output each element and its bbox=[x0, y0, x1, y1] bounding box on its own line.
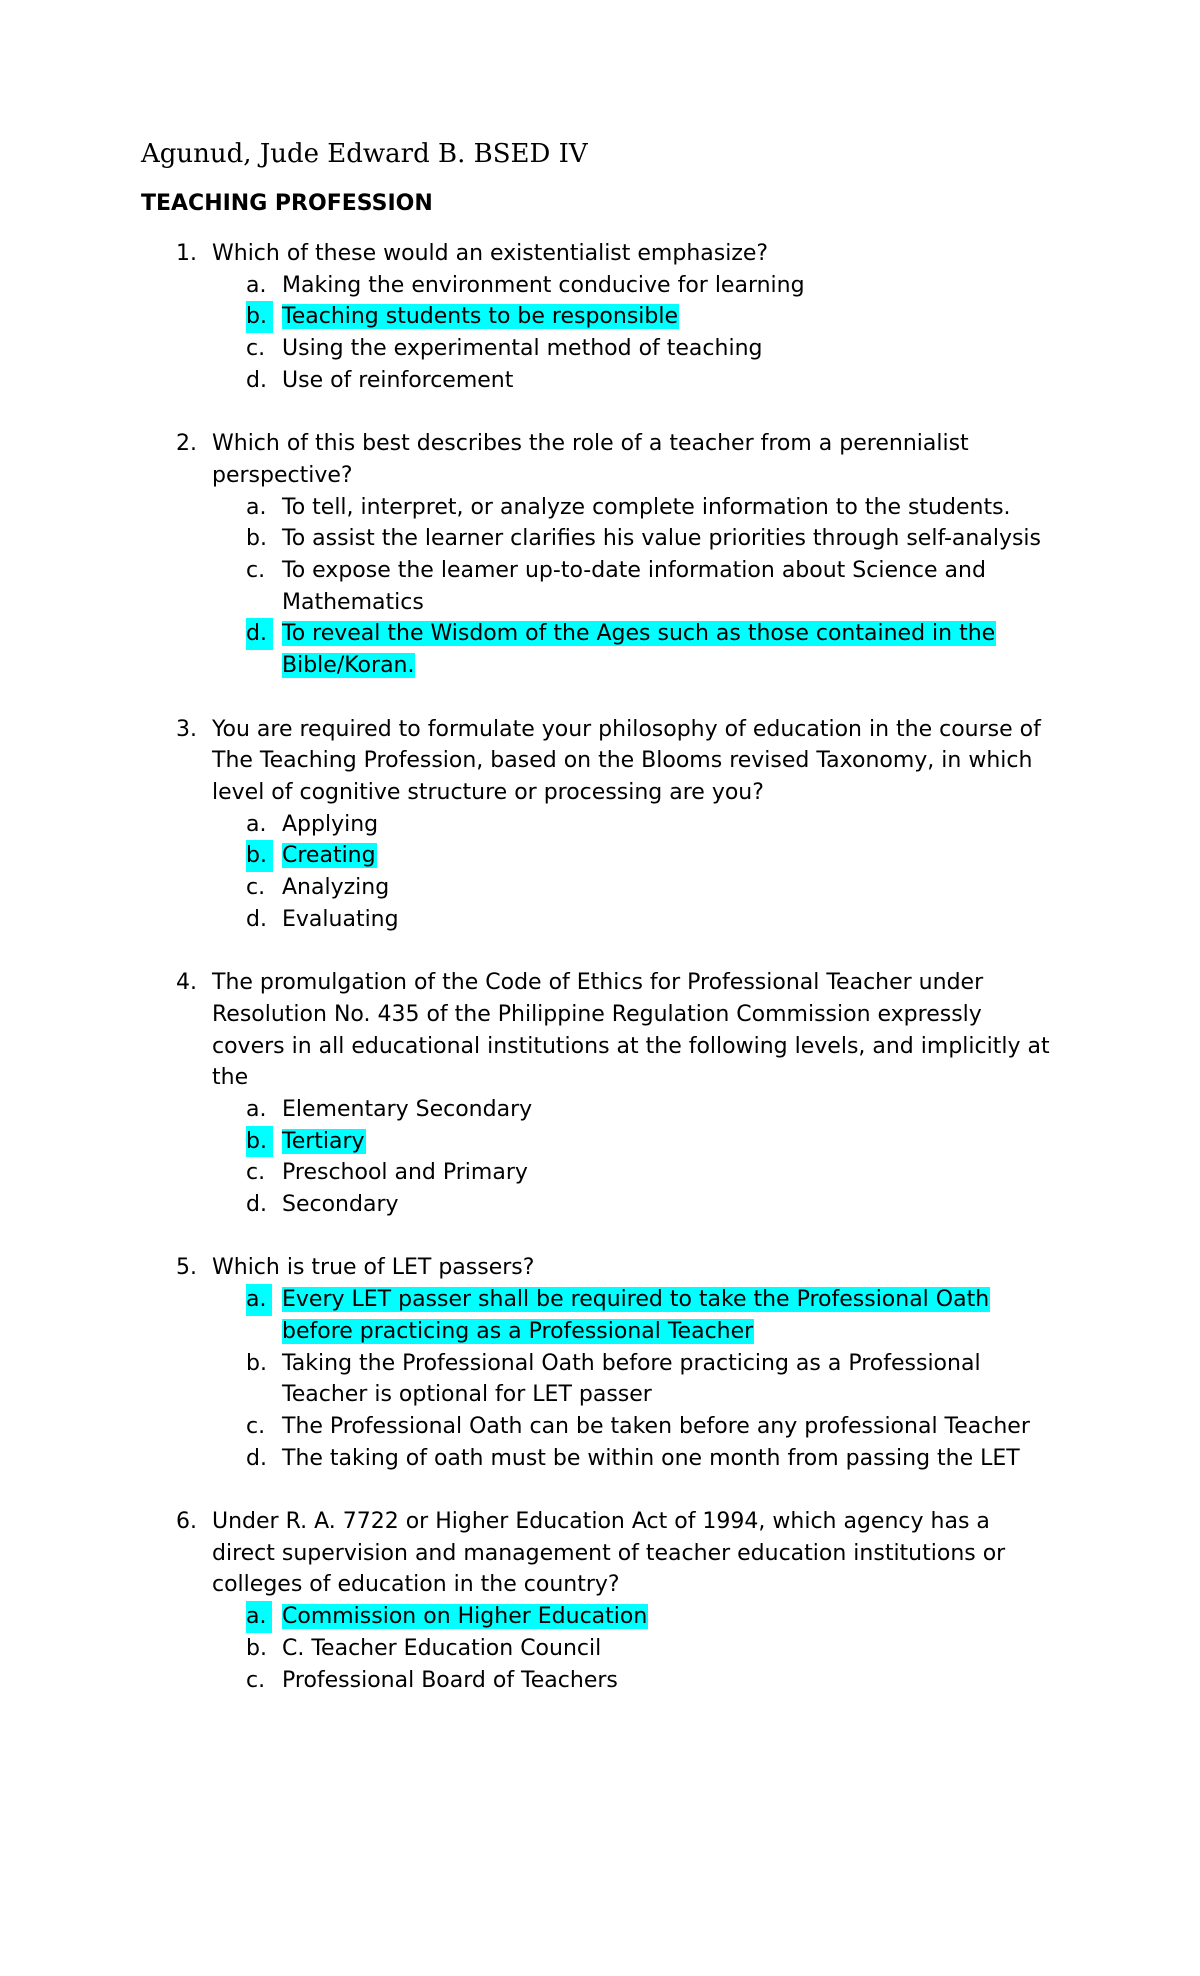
option-letter: c. bbox=[246, 1667, 266, 1693]
question-text: The promulgation of the Code of Ethics for Professional Teacher under Resolution No. 435 of the Philippine Regulation Commission expressly covers in all educational institutions at the following levels, and implicitly at the bbox=[212, 970, 1050, 1091]
question-list bbox=[0, 238, 1200, 1728]
option-d-highlighted-answer bbox=[0, 618, 1062, 681]
option-b bbox=[0, 1348, 1062, 1411]
option-b bbox=[0, 1633, 1062, 1665]
question-row bbox=[0, 1252, 1057, 1284]
question-6 bbox=[0, 1506, 1200, 1696]
option-c bbox=[0, 333, 1062, 365]
question-text: Which of this best describes the role of a teacher from a perennialist perspective? bbox=[212, 431, 969, 488]
option-text: Evaluating bbox=[282, 906, 399, 932]
question-3 bbox=[0, 714, 1200, 936]
option-d bbox=[0, 1189, 1062, 1221]
option-letter: a. bbox=[246, 272, 267, 298]
document-title: TEACHING PROFESSION bbox=[141, 191, 433, 216]
option-c bbox=[0, 555, 1062, 618]
question-row bbox=[0, 714, 1057, 809]
option-letter: b. bbox=[246, 1350, 267, 1376]
option-text: Teaching students to be responsible bbox=[282, 304, 679, 330]
option-letter: b. bbox=[246, 1126, 273, 1158]
option-letter: b. bbox=[246, 1635, 267, 1661]
option-text: Use of reinforcement bbox=[282, 367, 514, 393]
option-c bbox=[0, 872, 1062, 904]
option-a bbox=[0, 1094, 1062, 1126]
question-text: Under R. A. 7722 or Higher Education Act of 1994, which agency has a direct supervision and management of teacher education institutions or colleges of education in the country? bbox=[212, 1509, 1006, 1598]
option-text: C. Teacher Education Council bbox=[282, 1635, 602, 1661]
option-d bbox=[0, 365, 1062, 397]
option-text: To expose the leamer up-to-date information about Science and Mathematics bbox=[282, 558, 986, 615]
option-c bbox=[0, 1411, 1062, 1443]
option-a bbox=[0, 270, 1062, 302]
option-text: To assist the learner clarifies his value priorities through self-analysis bbox=[282, 526, 1042, 552]
option-letter: a. bbox=[246, 1096, 267, 1122]
option-text: Taking the Professional Oath before practicing as a Professional Teacher is optional for LET passer bbox=[282, 1350, 981, 1408]
option-text: Analyzing bbox=[282, 875, 390, 901]
option-letter: b. bbox=[246, 840, 273, 872]
option-letter: d. bbox=[246, 906, 267, 932]
option-text: Creating bbox=[282, 843, 376, 869]
question-row bbox=[0, 428, 1057, 491]
option-text: Applying bbox=[282, 811, 379, 837]
option-a bbox=[0, 492, 1062, 524]
question-5 bbox=[0, 1252, 1200, 1474]
option-text: To tell, interpret, or analyze complete information to the students. bbox=[282, 494, 1011, 520]
option-letter: d. bbox=[246, 1192, 267, 1218]
option-b-highlighted-answer bbox=[0, 1126, 1062, 1158]
option-b bbox=[0, 523, 1062, 555]
question-number: 5. bbox=[176, 1255, 197, 1281]
option-letter: b. bbox=[246, 301, 273, 333]
option-a-highlighted-answer bbox=[0, 1601, 1062, 1633]
option-b-highlighted-answer bbox=[0, 301, 1062, 333]
option-letter: c. bbox=[246, 875, 266, 901]
option-letter: c. bbox=[246, 558, 266, 584]
question-row bbox=[0, 967, 1057, 1094]
question-number: 2. bbox=[176, 431, 197, 457]
option-d bbox=[0, 904, 1062, 936]
option-letter: a. bbox=[246, 1601, 272, 1633]
option-a bbox=[0, 809, 1062, 841]
option-text: The taking of oath must be within one month from passing the LET bbox=[282, 1445, 1020, 1471]
option-text: Professional Board of Teachers bbox=[282, 1667, 618, 1693]
option-letter: c. bbox=[246, 1160, 266, 1186]
option-c bbox=[0, 1157, 1062, 1189]
question-4 bbox=[0, 967, 1200, 1221]
option-text: Making the environment conducive for learning bbox=[282, 272, 805, 298]
option-letter: d. bbox=[246, 618, 273, 650]
option-text: Every LET passer shall be required to take the Professional Oath before practicing as a Professional Teacher bbox=[282, 1287, 990, 1344]
option-text: Tertiary bbox=[282, 1128, 365, 1154]
option-text: Using the experimental method of teaching bbox=[282, 336, 763, 362]
option-b-highlighted-answer bbox=[0, 840, 1062, 872]
option-a-highlighted-answer bbox=[0, 1284, 1062, 1347]
option-letter: a. bbox=[246, 1284, 272, 1316]
option-text: Elementary Secondary bbox=[282, 1096, 533, 1122]
question-text: Which is true of LET passers? bbox=[212, 1255, 535, 1281]
option-text: The Professional Oath can be taken before any professional Teacher bbox=[282, 1413, 1030, 1439]
option-c bbox=[0, 1665, 1062, 1697]
question-text: Which of these would an existentialist emphasize? bbox=[212, 241, 769, 266]
question-number: 6. bbox=[176, 1509, 197, 1535]
option-letter: a. bbox=[246, 494, 267, 520]
option-letter: c. bbox=[246, 1413, 266, 1439]
option-letter: d. bbox=[246, 1445, 267, 1471]
question-1 bbox=[0, 238, 1200, 397]
option-letter: b. bbox=[246, 526, 267, 552]
question-row bbox=[0, 238, 1057, 270]
question-2 bbox=[0, 428, 1200, 682]
student-name-line: Agunud, Jude Edward B. BSED IV bbox=[141, 139, 588, 169]
option-d bbox=[0, 1443, 1062, 1475]
option-letter: a. bbox=[246, 811, 267, 837]
option-text: Commission on Higher Education bbox=[282, 1604, 648, 1630]
option-text: Preschool and Primary bbox=[282, 1160, 528, 1186]
option-letter: d. bbox=[246, 367, 267, 393]
question-number: 1. bbox=[176, 241, 197, 266]
question-number: 4. bbox=[176, 970, 197, 996]
option-letter: c. bbox=[246, 336, 266, 362]
option-text: Secondary bbox=[282, 1192, 399, 1218]
option-text: To reveal the Wisdom of the Ages such as those contained in the Bible/Koran. bbox=[282, 621, 996, 679]
question-row bbox=[0, 1506, 1057, 1601]
question-text: You are required to formulate your philosophy of education in the course of The Teaching Profession, based on the Blooms revised Taxonomy, in which level of cognitive structure or processing are you? bbox=[212, 716, 1041, 805]
question-number: 3. bbox=[176, 716, 197, 742]
